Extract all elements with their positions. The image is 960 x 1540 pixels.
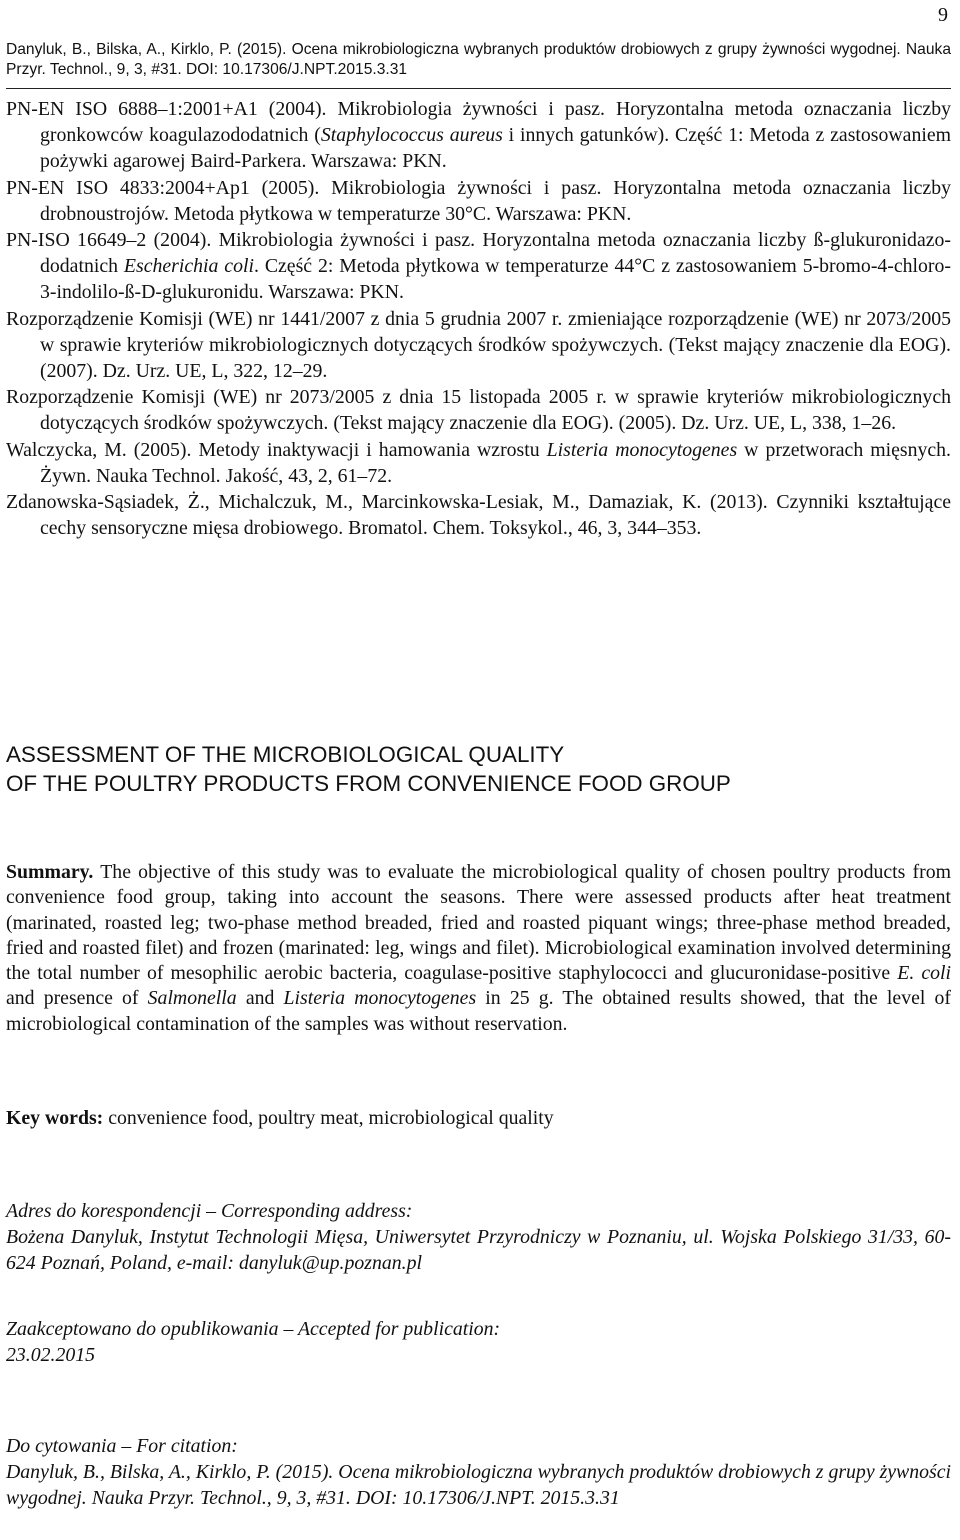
summary-text: and presence of xyxy=(6,987,148,1010)
reference-text: Walczycka, M. (2005). Metody inaktywacji i hamowania wzrostu xyxy=(6,438,547,461)
reference-text: Zdanowska-Sąsiadek, Ż., Michalczuk, M., Marcinkowska-Lesiak, M., Damaziak, K. (2013). Czynniki kształtujące cechy sensoryczne mięsa drobiowego. Bromatol. Chem. Toksykol., 46, 3, 344–353. xyxy=(6,491,951,540)
reference-item xyxy=(6,175,951,227)
english-title-line-1: ASSESSMENT OF THE MICROBIOLOGICAL QUALITY xyxy=(6,742,565,767)
reference-text: . Część 2: Metoda płytkowa w temperaturze 44°C z zastosowaniem 5-bromo-4-chloro-3-indolilo-ß-D-glukuronidu. Warszawa: PKN. xyxy=(40,255,952,304)
references-list xyxy=(6,96,951,541)
running-header: Danyluk, B., Bilska, A., Kirklo, P. (2015). Ocena mikrobiologiczna wybranych produktów drobiowych z grupy żywności wygodnej. Nauka Przyr. Technol., 9, 3, #31. DOI: 10.17306/J.NPT.2015.3.31 xyxy=(6,41,951,78)
accepted-block xyxy=(6,1316,951,1368)
summary-italic: Listeria monocytogenes xyxy=(283,987,477,1010)
english-title-line-2: OF THE POULTRY PRODUCTS FROM CONVENIENCE FOOD GROUP xyxy=(6,771,731,796)
summary-text: in 25 g. The obtained results showed, that the level of microbiological contamination of the samples was without reservation. xyxy=(6,987,951,1035)
reference-text: Rozporządzenie Komisji (WE) nr 2073/2005 z dnia 15 listopada 2005 r. w sprawie kryteriów mikrobiologicznych dotyczących środków spożywczych. (Tekst mający znaczenie dla EOG). (2005). Dz. Urz. UE, L, 338, 1–26. xyxy=(6,386,951,435)
summary-label: Summary. xyxy=(6,861,94,883)
correspondence-label: Adres do korespondencji – Corresponding address: xyxy=(6,1200,413,1222)
reference-text: PN-EN ISO 6888–1:2001+A1 (2004). Mikrobiologia żywności i pasz. Horyzontalna metoda oznaczania liczby gronkowców koagulazododatnich ( xyxy=(6,98,951,147)
summary-paragraph xyxy=(6,860,951,1037)
summary-italic: Salmonella xyxy=(147,987,237,1010)
reference-italic: Listeria monocytogenes xyxy=(546,438,738,461)
reference-item xyxy=(6,306,951,385)
reference-text: PN-ISO 16649–2 (2004). Mikrobiologia żywności i pasz. Horyzontalna metoda oznaczania liczby ß-glukuronidazo-dodatnich xyxy=(6,229,951,278)
reference-text: Rozporządzenie Komisji (WE) nr 1441/2007 z dnia 5 grudnia 2007 r. zmieniające rozporządzenie (WE) nr 2073/2005 w sprawie kryteriów mikrobiologicznych dotyczących środków spożywczych. (Tekst mający znaczenie dla EOG). (2007). Dz. Urz. UE, L, 322, 12–29. xyxy=(6,307,951,383)
reference-item xyxy=(6,437,951,489)
header-rule xyxy=(6,88,951,89)
correspondence-block xyxy=(6,1198,951,1276)
summary-text: The objective of this study was to evaluate the microbiological quality of chosen poultry products from convenience food group, taking into account the seasons. There were assessed products after heat treatment (marinated, roasted leg; two-phase method breaded, fried and roasted piquant wings; three-phase method breaded, fried and roasted filet) and frozen (marinated: leg, wings and filet). Microbiological examination involved determining the total number of mesophilic aerobic bacteria, coagulase-positive staphylococci and glucuronidase-positive xyxy=(6,861,951,985)
reference-item xyxy=(6,489,951,541)
reference-text: w przetworach mięsnych. Żywn. Nauka Technol. Jakość, 43, 2, 61–72. xyxy=(40,438,951,487)
summary-text: and xyxy=(236,987,284,1010)
keywords-label: Key words: xyxy=(6,1107,104,1129)
correspondence-text: Bożena Danyluk, Instytut Technologii Mięsa, Uniwersytet Przyrodniczy w Poznaniu, ul. Wojska Polskiego 31/33, 60-624 Poznań, Poland, e-mail: danyluk@up.poznan.pl xyxy=(6,1226,951,1274)
reference-item xyxy=(6,227,951,306)
reference-text: PN-EN ISO 4833:2004+Ap1 (2005). Mikrobiologia żywności i pasz. Horyzontalna metoda oznaczania liczby drobnoustrojów. Metoda płytkowa w temperaturze 30°C. Warszawa: PKN. xyxy=(6,176,951,225)
reference-item xyxy=(6,384,951,436)
english-title xyxy=(6,740,951,798)
reference-text: i innych gatunków). Część 1: Metoda z zastosowaniem pożywki agarowej Baird-Parkera. Warszawa: PKN. xyxy=(40,124,952,173)
reference-italic: Staphylococcus aureus xyxy=(320,124,503,147)
accepted-label: Zaakceptowano do opublikowania – Accepted for publication: xyxy=(6,1318,501,1340)
reference-italic: Escherichia coli xyxy=(123,255,254,278)
keywords-text: convenience food, poultry meat, microbiological quality xyxy=(103,1107,554,1129)
page-number: 9 xyxy=(938,4,948,26)
reference-item xyxy=(6,96,951,175)
citation-label: Do cytowania – For citation: xyxy=(6,1435,238,1457)
summary-italic: E. coli xyxy=(897,962,951,985)
citation-text: Danyluk, B., Bilska, A., Kirklo, P. (2015). Ocena mikrobiologiczna wybranych produktów drobiowych z grupy żywności wygodnej. Nauka Przyr. Technol., 9, 3, #31. DOI: 10.17306/J.NPT. 2015.3.31 xyxy=(6,1461,951,1509)
keywords xyxy=(6,1105,951,1131)
accepted-date: 23.02.2015 xyxy=(6,1344,96,1366)
